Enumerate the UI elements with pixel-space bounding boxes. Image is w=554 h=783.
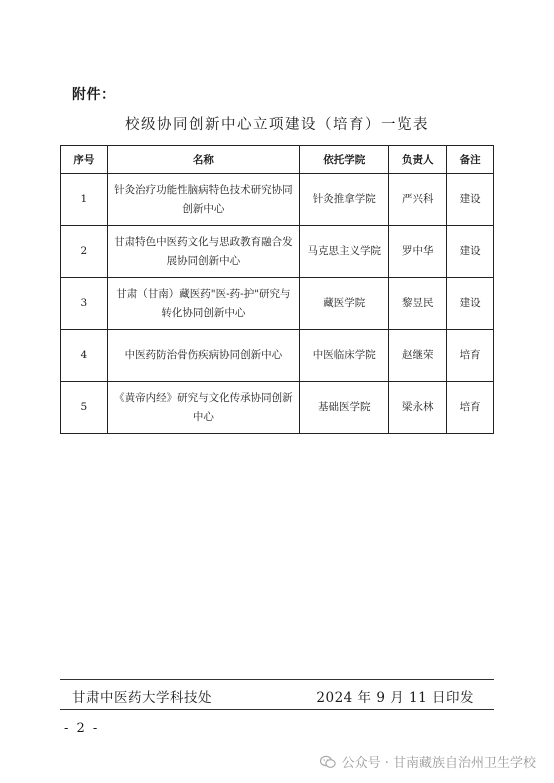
header-leader: 负责人 bbox=[389, 146, 447, 174]
table-row bbox=[61, 330, 494, 382]
row-department: 基础医学院 bbox=[300, 382, 389, 434]
table-row bbox=[61, 382, 494, 434]
header-note: 备注 bbox=[447, 146, 494, 174]
wechat-official-account-icon bbox=[320, 755, 336, 769]
row-department: 马克思主义学院 bbox=[300, 226, 389, 278]
row-note: 培育 bbox=[447, 330, 494, 382]
row-note: 培育 bbox=[447, 382, 494, 434]
header-index: 序号 bbox=[61, 146, 108, 174]
row-name: 中医药防治骨伤疾病协同创新中心 bbox=[107, 330, 299, 382]
row-note: 建设 bbox=[447, 278, 494, 330]
attachment-label: 附件： bbox=[72, 87, 116, 103]
row-note: 建设 bbox=[447, 174, 494, 226]
row-leader: 梁永林 bbox=[389, 382, 447, 434]
row-department: 藏医学院 bbox=[300, 278, 389, 330]
header-department: 依托学院 bbox=[300, 146, 389, 174]
footer-top-rule bbox=[60, 679, 494, 680]
row-name: 甘肃特色中医药文化与思政教育融合发展协同创新中心 bbox=[107, 226, 299, 278]
row-leader: 罗中华 bbox=[389, 226, 447, 278]
row-department: 针灸推拿学院 bbox=[300, 174, 389, 226]
issue-date: 2024 年 9 月 11 日印发 bbox=[316, 690, 474, 706]
row-leader: 严兴科 bbox=[389, 174, 447, 226]
row-name: 针灸治疗功能性脑病特色技术研究协同创新中心 bbox=[107, 174, 299, 226]
row-note: 建设 bbox=[447, 226, 494, 278]
row-index: 2 bbox=[61, 226, 108, 278]
watermark bbox=[320, 752, 536, 771]
row-leader: 赵继荣 bbox=[389, 330, 447, 382]
issuer-name: 甘肃中医药大学科技处 bbox=[72, 690, 212, 706]
row-index: 5 bbox=[61, 382, 108, 434]
page-number: - 2 - bbox=[64, 721, 100, 736]
table-row bbox=[61, 278, 494, 330]
row-index: 4 bbox=[61, 330, 108, 382]
footer-bottom-rule bbox=[60, 709, 494, 710]
row-index: 3 bbox=[61, 278, 108, 330]
row-name: 甘肃（甘南）藏医药"医-药-护"研究与转化协同创新中心 bbox=[107, 278, 299, 330]
row-name: 《黄帝内经》研究与文化传承协同创新中心 bbox=[107, 382, 299, 434]
table-row bbox=[61, 226, 494, 278]
watermark-text: 公众号 · 甘南藏族自治州卫生学校 bbox=[341, 756, 536, 771]
project-table bbox=[60, 145, 494, 434]
document-title: 校级协同创新中心立项建设（培育）一览表 bbox=[125, 117, 429, 133]
row-index: 1 bbox=[61, 174, 108, 226]
table-header-row bbox=[61, 146, 494, 174]
header-name: 名称 bbox=[107, 146, 299, 174]
row-department: 中医临床学院 bbox=[300, 330, 389, 382]
table-row bbox=[61, 174, 494, 226]
row-leader: 黎昱民 bbox=[389, 278, 447, 330]
